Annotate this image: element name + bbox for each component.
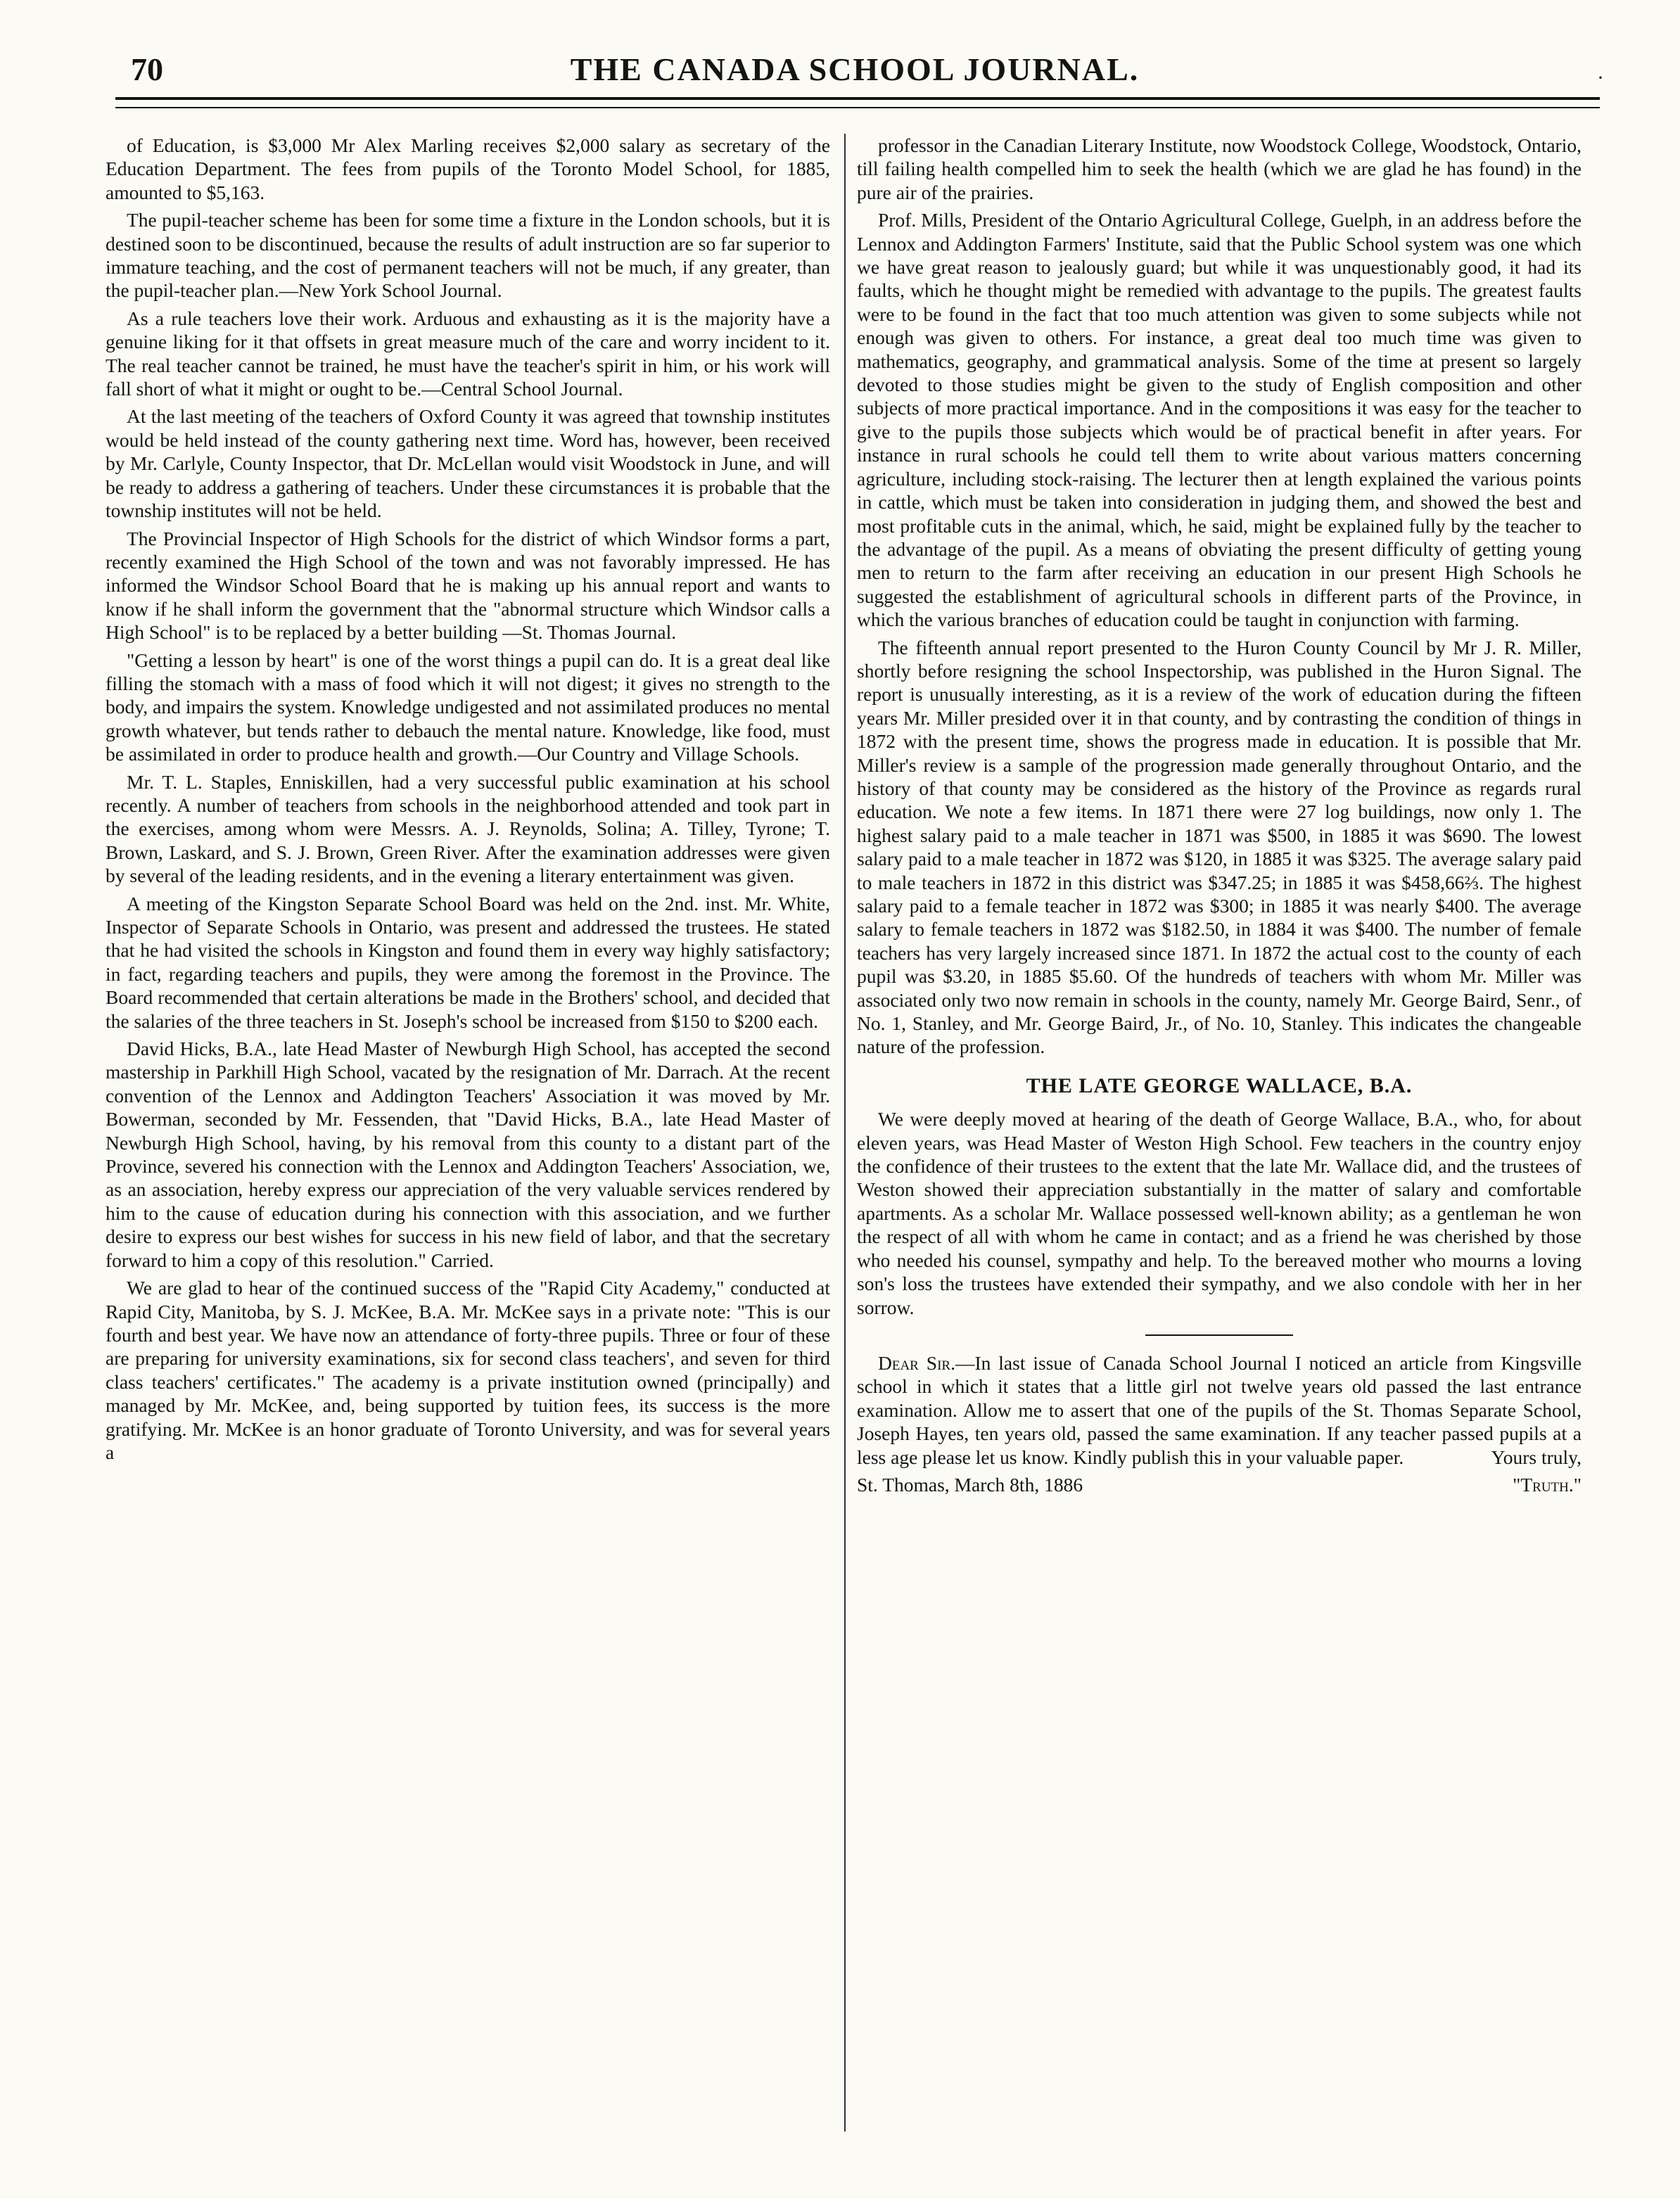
- paragraph: Mr. T. L. Staples, Enniskillen, had a very successful public examination at his school recently. A number of teachers from schools in the neighborhood attended and took part in the exercises, among whom were Messrs. A. J. Reynolds, Solina; A. Tilley, Tyrone; T. Brown, Laskard, and S. J. Brown, Green River. After the examination addresses were given by several of the leading residents, and in the evening a literary entertainment was given.: [106, 770, 830, 887]
- letter-salutation: Dear Sir.: [878, 1351, 955, 1374]
- paragraph: David Hicks, B.A., late Head Master of Newburgh High School, has accepted the second mastership in Parkhill High School, vacated by the resignation of Mr. Darrach. At the recent convention of the Lennox and Addington Teachers' Association it was moved by Mr. Bowerman, seconded by Mr. Fessenden, that "David Hicks, B.A., late Head Master of Newburgh High School, having, by his removal from this county to a distant part of the Province, severed his connection with the Lennox and Addington Teachers' Association, we, as an association, hereby express our appreciation of the very valuable services rendered by him to the cause of education during his connection with this association, and we further desire to express our best wishes for success in his new field of labor, and that the secretary forward to him a copy of this resolution." Carried.: [106, 1038, 830, 1271]
- paragraph: "Getting a lesson by heart" is one of the worst things a pupil can do. It is a great deal like filling the stomach with a mass of food which it will not digest; it gives no strength to the body, and impairs the system. Knowledge undigested and not assimilated produces no mental growth whatever, but tends rather to debauch the mental nature. Knowledge, like food, must be assimilated in order to produce health and growth.—Our Country and Village Schools.: [106, 649, 830, 765]
- paragraph: Prof. Mills, President of the Ontario Agricultural College, Guelph, in an address before the Lennox and Addington Farmers' Institute, said that the Public School system was one which we have great reason to jealously guard; but while it was unquestionably good, it had its faults, which he thought might be remedied with advantage to the pupils. The greatest faults were to be found in the fact that too much attention was given to some subjects while not enough was given to others. For instance, a great deal too much time was given to mathematics, geography, and grammatical analysis. Some of the time at present so largely devoted to those studies might be given to the study of English composition and other subjects of more practical importance. And in the compositions it was easy for the teacher to give to the pupils those subjects which would be of practical benefit in after years. For instance in rural schools he could tell them to write about various matters concerning agriculture, including stock-raising. The lecturer then at length explained the various points in cattle, which must be taken into consideration in judging them, and showed the best and most profitable cuts in the animal, which, he said, might be explained fully by the teacher to the advantage of the pupil. As a means of obviating the present difficulty of getting young men to return to the farm after receiving an education in our present High Schools he suggested the establishment of agricultural schools in different parts of the Province, in which the various branches of education could be taught in conjunction with farming.: [857, 209, 1582, 631]
- paragraph: As a rule teachers love their work. Arduous and exhausting as it is the majority have a genuine liking for it that offsets in great measure much of the care and worry incident to it. The real teacher cannot be trained, he must have the teacher's spirit in him, or his work will fall short of what it might or ought to be.—Central School Journal.: [106, 307, 830, 400]
- running-title: THE CANADA SCHOOL JOURNAL.: [570, 51, 1140, 87]
- paragraph: At the last meeting of the teachers of Oxford County it was agreed that township institutes would be held instead of the county gathering next time. Word has, however, been received by Mr. Carlyle, County Inspector, that Dr. McLellan would visit Woodstock in June, and will be ready to address a gathering of teachers. Under these circumstances it is probable that the township institutes will not be held.: [106, 405, 830, 522]
- letter-closing: Yours truly,: [1491, 1446, 1582, 1468]
- paragraph: The pupil-teacher scheme has been for some time a fixture in the London schools, but it is destined soon to be discontinued, because the results of adult instruction are so far superior to immature teaching, and the cost of permanent teachers will not be much, if any greater, than the pupil-teacher plan.—New York School Journal.: [106, 209, 830, 302]
- section-divider: [1145, 1334, 1293, 1336]
- obituary-text: We were deeply moved at hearing of the death of George Wallace, B.A., who, for about eleven years, was Head Master of Weston High School. Few teachers in the country enjoy the confidence of their trustees to the extent that the late Mr. Wallace did, and the trustees of Weston showed their appreciation substantially in the matter of salary and comfortable apartments. As a scholar Mr. Wallace possessed well-known ability; as a gentleman he won the respect of all with whom he came in contact; and as a friend he was cherished by those who needed his counsel, sympathy and help. To the bereaved mother who mourns a loving son's loss the trustees have extended their sympathy, and we also condole with her in her sorrow.: [857, 1108, 1582, 1318]
- right-column: [857, 134, 1582, 1500]
- paragraph: The Provincial Inspector of High Schools for the district of which Windsor forms a part, recently examined the High School of the town and was not favorably impressed. He has informed the Windsor School Board that he is making up his annual report and wants to know if he shall inform the government that the "abnormal structure which Windsor calls a High School" is to be replaced by a better building —St. Thomas Journal.: [106, 527, 830, 644]
- paragraph: We are glad to hear of the continued success of the "Rapid City Academy," conducted at Rapid City, Manitoba, by S. J. McKee, B.A. Mr. McKee says in a private note: "This is our fourth and best year. We have now an attendance of forty-three pupils. Three or four of these are preparing for university examinations, six for second class teachers', and seven for third class teachers' certificates." The academy is a private institution owned (principally) and managed by Mr. McKee, and, being supported by tuition fees, its success is the more gratifying. Mr. McKee is an honor graduate of Toronto University, and was for several years a: [106, 1277, 830, 1463]
- header-dot: ·: [1597, 66, 1604, 89]
- paragraph: The fifteenth annual report presented to the Huron County Council by Mr J. R. Miller, shortly before resigning the school Inspectorship, was published in the Huron Signal. The report is unusually interesting, as it is a review of the work of education during the fifteen years Mr. Miller presided over it in that county, and by contrasting the condition of things in 1872 with the present time, shows the progress made in education. It is possible that Mr. Miller's review is a sample of the progression made generally throughout Ontario, and the history of that county may be considered as the history of the Province as regards rural education. We note a few items. In 1871 there were 27 log buildings, now only 1. The highest salary paid to a male teacher in 1871 was $500, in 1885 it was $690. The lowest salary paid to a male teacher in 1872 was $120, in 1885 it was $325. The average salary paid to male teachers in 1872 in this district was $347.25; in 1885 it was $458,66⅔. The highest salary paid to a female teacher in 1872 was $300; in 1885 it was nearly $400. The average salary to female teachers in 1872 was $182.50, in 1884 it was $400. The number of female teachers has very largely increased since 1871. In 1872 the actual cost to the county of each pupil was $3.20, in 1885 $5.60. Of the hundreds of teachers with whom Mr. Miller was associated only two now remain in schools in the county, namely Mr. George Baird, Senr., of No. 1, Stanley, and Mr. George Baird, Jr., of No. 10, Stanley. This indicates the changeable nature of the profession.: [857, 636, 1582, 1058]
- paragraph: A meeting of the Kingston Separate School Board was held on the 2nd. inst. Mr. White, Inspector of Separate Schools in Ontario, was present and addressed the trustees. He stated that he had visited the schools in Kingston and found them in every way highly satisfactory; in fact, regarding teachers and pupils, they were among the foremost in the Province. The Board recommended that certain alterations be made in the Brothers' school, and decided that the salaries of the three teachers in St. Joseph's school be increased from $150 to $200 each.: [106, 892, 830, 1032]
- letter-body: [857, 1351, 1582, 1469]
- letter-signoff: [857, 1473, 1582, 1496]
- letter-text: —In last issue of Canada School Journal I noticed an article from Kingsville school in which it states that a little girl not twelve years old passed the last entrance examination. Allow me to assert that one of the pupils of the St. Thomas Separate School, Joseph Hayes, ten years old, passed the same examination. If any teacher passed pupils at a less age please let us know. Kindly publish this in your valuable paper.: [857, 1351, 1582, 1468]
- paragraph: of Education, is $3,000 Mr Alex Marling receives $2,000 salary as secretary of the Education Department. The fees from pupils of the Toronto Model School, for 1885, amounted to $5,163.: [106, 134, 830, 203]
- header-rule-thin: [115, 107, 1600, 108]
- header-rule-thick: [115, 97, 1600, 100]
- letter-signature: "Truth.": [1513, 1473, 1582, 1496]
- left-column: [106, 134, 830, 1468]
- obituary-heading: THE LATE GEORGE WALLACE, B.A.: [1026, 1073, 1413, 1097]
- column-divider: [844, 134, 846, 2131]
- letter-place-date: St. Thomas, March 8th, 1886: [857, 1473, 1083, 1496]
- page-number: 70: [131, 51, 163, 87]
- paragraph: professor in the Canadian Literary Institute, now Woodstock College, Woodstock, Ontario, till failing health compelled him to seek the health (which we are glad he has found) in the pure air of the prairies.: [857, 134, 1582, 203]
- page-header: [106, 51, 1604, 93]
